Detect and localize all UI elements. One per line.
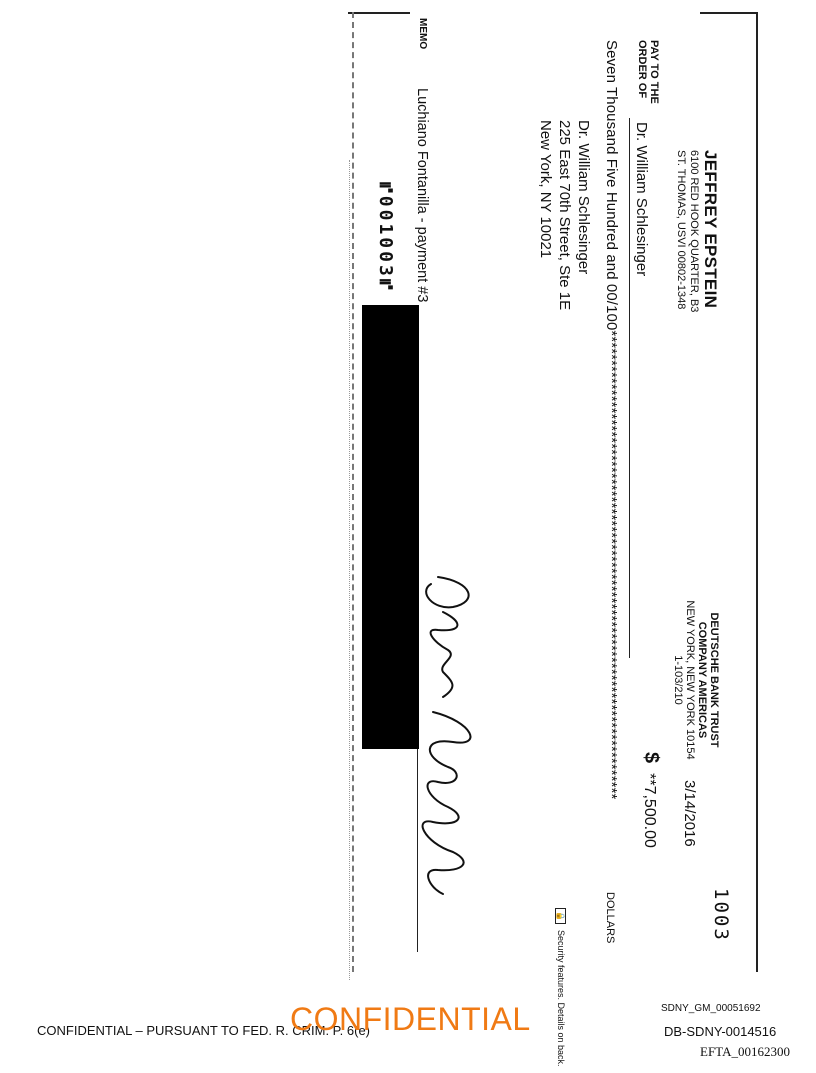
account-holder-address-2: ST. THOMAS, USVI 00802-1348	[675, 150, 687, 310]
bates-number-1: SDNY_GM_00051692	[661, 1003, 761, 1014]
account-holder-address-1: 6100 RED HOOK QUARTER, B3	[688, 150, 700, 313]
dollar-sign: $	[640, 752, 662, 764]
micr-line: ⑈001003⑈	[375, 182, 396, 293]
redaction-block	[362, 305, 419, 749]
amount-numeric: **7,500.00	[641, 773, 658, 848]
memo-label: MEMO	[417, 18, 428, 50]
bank-name-1: DEUTSCHE BANK TRUST	[708, 612, 720, 748]
check-left-edge	[700, 12, 758, 14]
amount-box	[639, 752, 662, 848]
bates-number-3: EFTA_00162300	[700, 1044, 790, 1059]
security-lock-icon: 🔒	[555, 908, 566, 924]
payee-address-line-1: Dr. William Schlesinger	[575, 120, 592, 275]
check-top-edge	[756, 12, 758, 972]
check-number: 1003	[710, 888, 732, 942]
bank-name-2: COMPANY AMERICAS	[696, 621, 708, 739]
pay-to-label-line-1: PAY TO THE	[648, 40, 660, 104]
bates-number-2: DB-SDNY-0014516	[664, 1024, 777, 1039]
security-note	[556, 908, 566, 1067]
pay-to-label	[636, 40, 660, 104]
payee-address-line-3: New York, NY 10021	[537, 120, 554, 259]
payee-name: Dr. William Schlesinger	[633, 122, 650, 277]
check-date: 3/14/2016	[681, 780, 698, 847]
dollars-label: DOLLARS	[604, 892, 616, 944]
confidential-watermark: CONFIDENTIAL	[290, 1001, 531, 1037]
account-holder-name: JEFFREY EPSTEIN	[701, 150, 720, 309]
security-note-text: Security features. Details on back.	[556, 929, 566, 1067]
memo-text: Luchiano Fontanilla - payment #3	[414, 88, 430, 303]
bank-address: NEW YORK, NEW YORK 10154	[684, 600, 696, 760]
amount-words: Seven Thousand Five Hundred and 00/100*******************************************************************************	[603, 40, 620, 800]
check-left-edge-lower	[348, 12, 410, 14]
payee-address-line-2: 225 East 70th Street, Ste 1E	[556, 120, 573, 311]
check-bottom-edge	[352, 12, 354, 972]
pay-to-label-line-2: ORDER OF	[636, 40, 648, 99]
bank-routing-fraction: 1-103/210	[672, 655, 684, 705]
footer-confidential-notice: CONFIDENTIAL – PURSUANT TO FED. R. CRIM. P. 6(e)	[37, 1023, 371, 1038]
payee-line	[629, 118, 630, 658]
